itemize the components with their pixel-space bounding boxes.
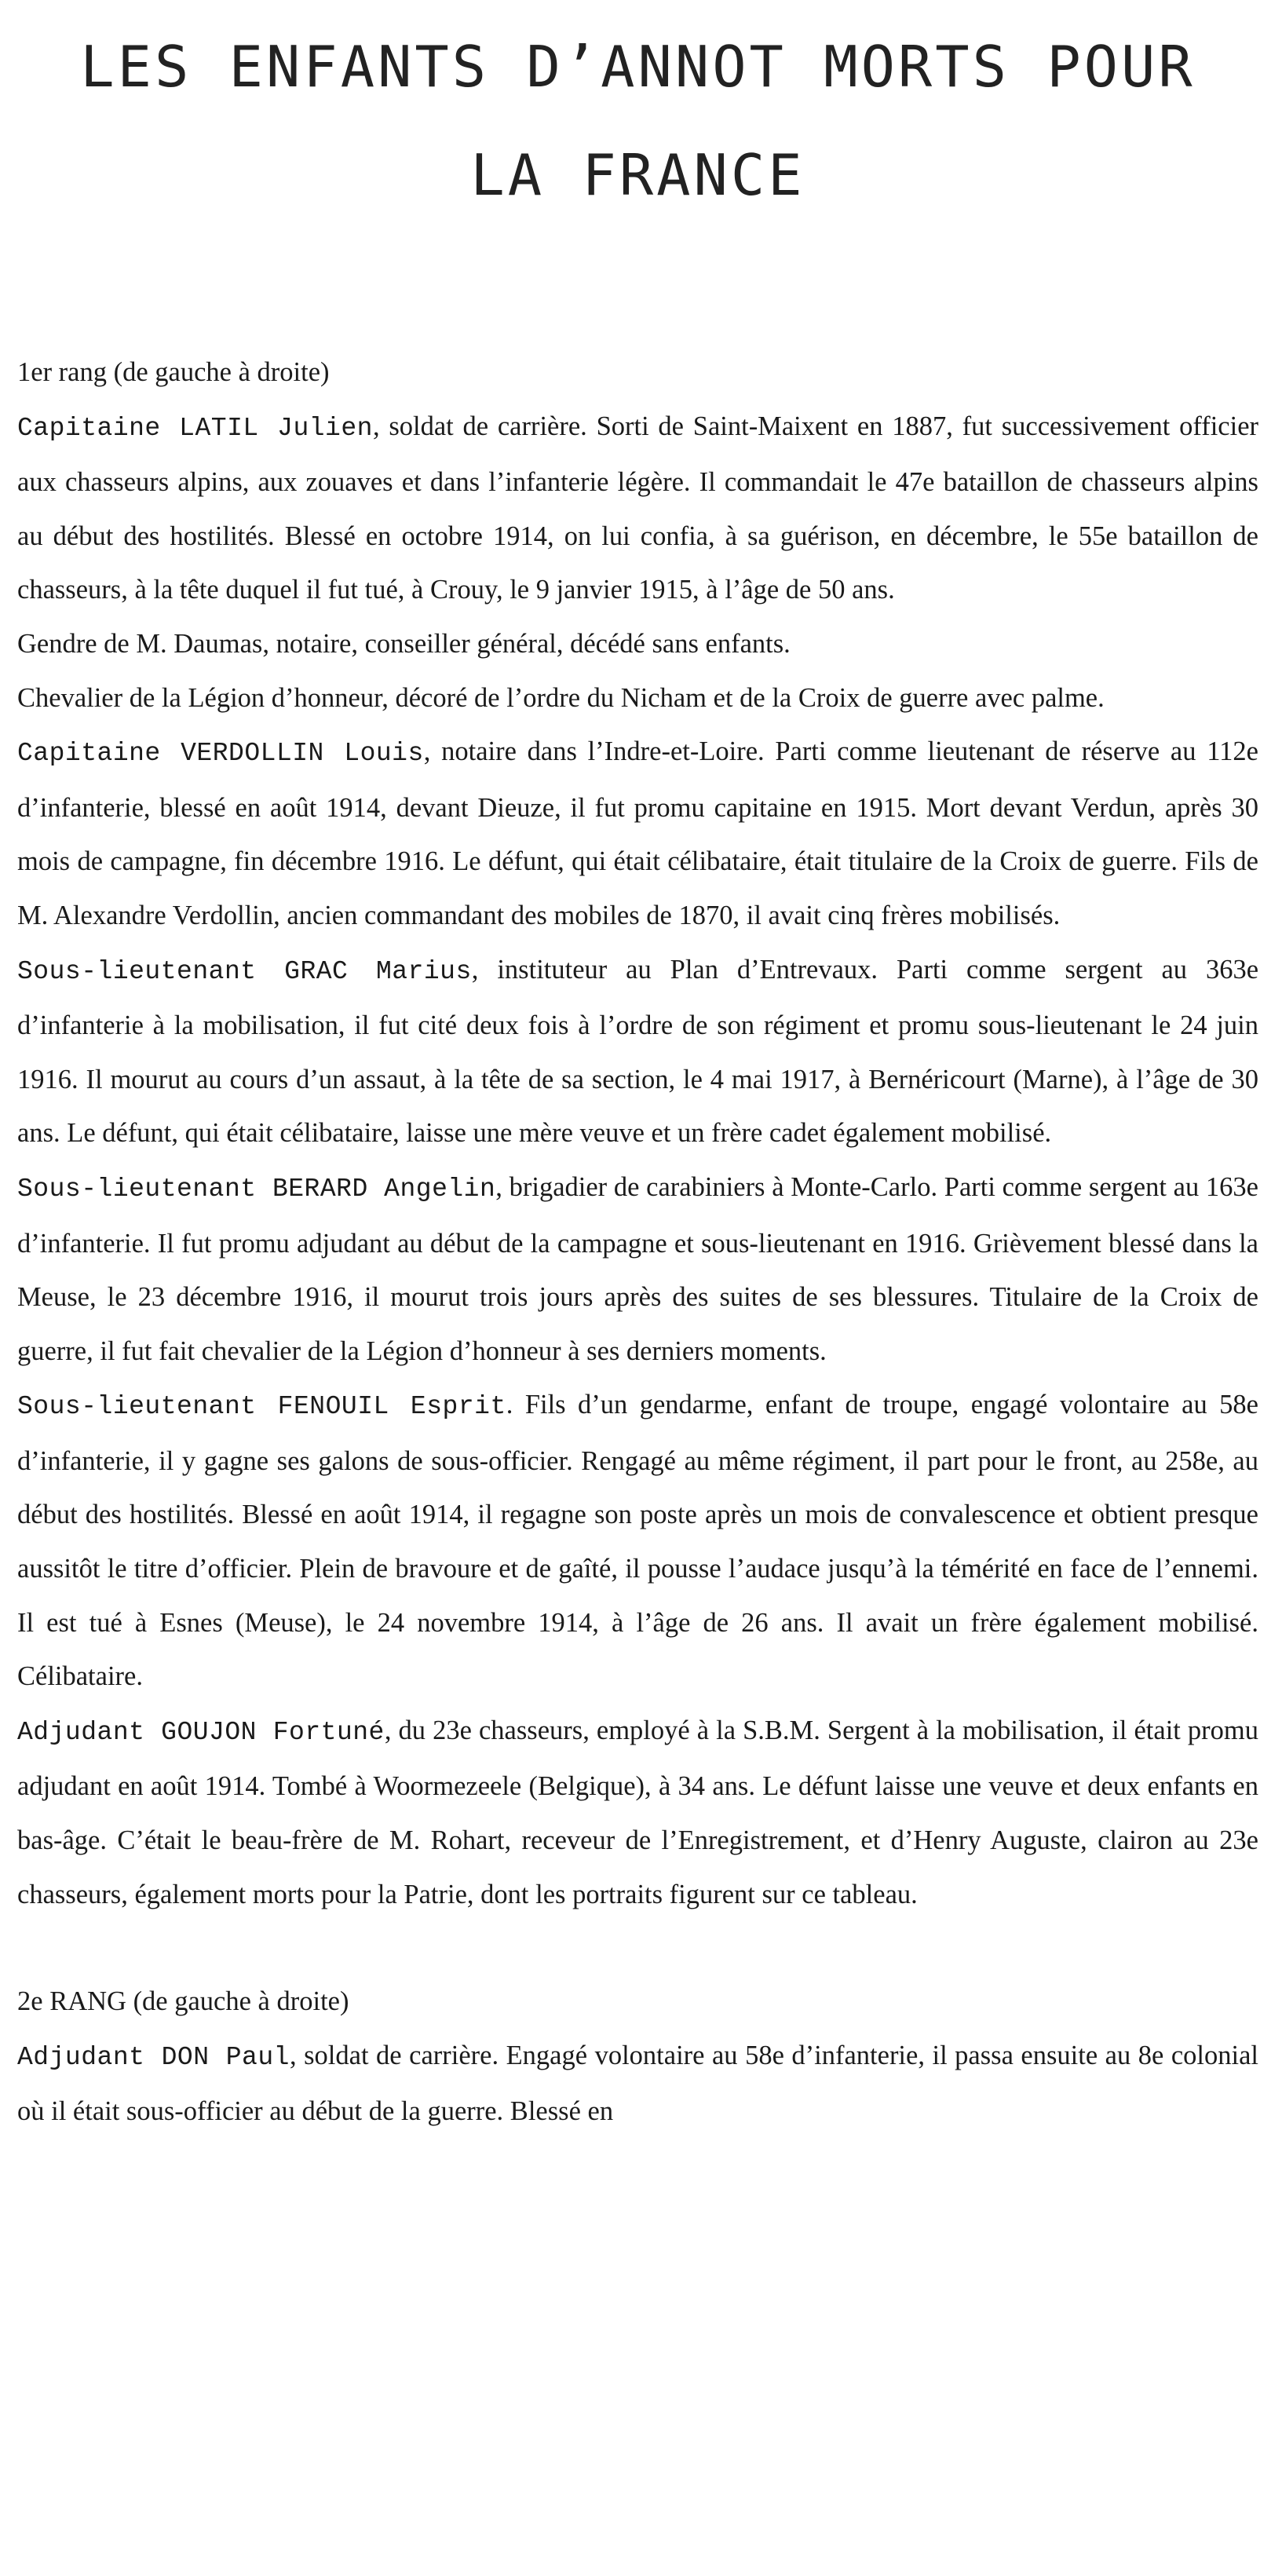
entry-text: , soldat de carrière. Engagé volontaire au 58e d’infanterie, il passa ensuite au 8e colonial où il était sous-officier au début de la guerre. Blessé en — [17, 2040, 1258, 2127]
page-title-line-2: LA FRANCE — [470, 142, 805, 208]
entry-text: , soldat de carrière. Sorti de Saint-Maixent en 1887, fut successivement officier aux chasseurs alpins, aux zouaves et dans l’infanterie légère. Il commandait le 47e bataillon de chasseurs alpins au début des hostilités. Blessé en octobre 1914, on lui confia, à sa guérison, en décembre, le 55e bataillon de chasseurs, à la tête duquel il fut tué, à Crouy, le 9 janvier 1915, à l’âge de 50 ans. — [17, 411, 1258, 605]
entry-text: , du 23e chasseurs, employé à la S.B.M. Sergent à la mobilisation, il était promu adjudant en août 1914. Tombé à Woormezeele (Belgique), à 34 ans. Le défunt laisse une veuve et deux enfants en bas-âge. C’était le beau-frère de M. Rohart, receveur de l’Enregistrement, et d’Henry Auguste, clairon au 23e chasseurs, également morts pour la Patrie, dont les portraits figurent sur ce tableau. — [17, 1715, 1258, 1909]
entry-text: , instituteur au Plan d’Entrevaux. Parti comme sergent au 363e d’infanterie à la mobilisation, il fut cité deux fois à l’ordre de son régiment et promu sous-lieutenant le 24 juin 1916. Il mourut au cours d’un assaut, à la tête de sa section, le 4 mai 1917, à Bernéricourt (Marne), à l’âge de 30 ans. Le défunt, qui était célibataire, laisse une mère veuve et un frère cadet également mobilisé. — [17, 954, 1259, 1149]
entry-text: Chevalier de la Légion d’honneur, décoré de l’ordre du Nicham et de la Croix de guerre avec palme. — [17, 682, 1105, 713]
entry-berard — [17, 1160, 1258, 1378]
entry-fenouil — [17, 1378, 1258, 1704]
page-title — [17, 13, 1258, 229]
entry-name: Capitaine VERDOLLIN Louis — [17, 739, 424, 769]
entry-name: Adjudant DON Paul — [17, 2042, 290, 2072]
document-body — [17, 345, 1258, 2139]
entry-don — [17, 2029, 1258, 2139]
entry-text: , brigadier de carabiniers à Monte-Carlo. Parti comme sergent au 163e d’infanterie. Il fut promu adjudant au début de la campagne et sous-lieutenant en 1916. Grièvement blessé dans la Meuse, le 23 décembre 1916, il mourut trois jours après des suites de ses blessures. Titulaire de la Croix de guerre, il fut fait chevalier de la Légion d’honneur à ses derniers moments. — [17, 1171, 1258, 1366]
entry-latil-family — [17, 617, 1258, 671]
entry-name: Sous-lieutenant BERARD Angelin — [17, 1174, 496, 1204]
entry-name: Sous-lieutenant FENOUIL Esprit — [17, 1392, 506, 1422]
entry-goujon — [17, 1704, 1258, 1921]
rank-2-heading: 2e RANG (de gauche à droite) — [17, 1986, 349, 2017]
entry-latil — [17, 400, 1258, 617]
entry-name: Capitaine LATIL Julien — [17, 413, 373, 443]
rank-1-heading: 1er rang (de gauche à droite) — [17, 357, 330, 387]
page-title-line-1: LES ENFANTS D’ANNOT MORTS POUR — [80, 34, 1196, 100]
entry-text: Gendre de M. Daumas, notaire, conseiller général, décédé sans enfants. — [17, 628, 791, 659]
entry-verdollin — [17, 725, 1258, 942]
entry-text: , notaire dans l’Indre-et-Loire. Parti comme lieutenant de réserve au 112e d’infanterie, blessé en août 1914, devant Dieuze, il fut promu capitaine en 1915. Mort devant Verdun, après 30 mois de campagne, fin décembre 1916. Le défunt, qui était célibataire, était titulaire de la Croix de guerre. Fils de M. Alexandre Verdollin, ancien commandant des mobiles de 1870, il avait cinq frères mobilisés. — [17, 736, 1258, 930]
entry-text: . Fils d’un gendarme, enfant de troupe, engagé volontaire au 58e d’infanterie, il y gagne ses galons de sous-officier. Rengagé au même régiment, il part pour le front, au 258e, au début des hostilités. Blessé en août 1914, il regagne son poste après un mois de convalescence et obtient presque aussitôt le titre d’officier. Plein de bravoure et de gaîté, il pousse l’audace jusqu’à la témérité en face de l’ennemi. Il est tué à Esnes (Meuse), le 24 novembre 1914, à l’âge de 26 ans. Il avait un frère également mobilisé. Célibataire. — [17, 1390, 1258, 1692]
entry-latil-honours — [17, 671, 1258, 725]
entry-name: Sous-lieutenant GRAC Marius — [17, 956, 472, 986]
section-spacer — [17, 1921, 1258, 1975]
entry-name: Adjudant GOUJON Fortuné — [17, 1717, 385, 1747]
entry-grac — [17, 943, 1258, 1160]
